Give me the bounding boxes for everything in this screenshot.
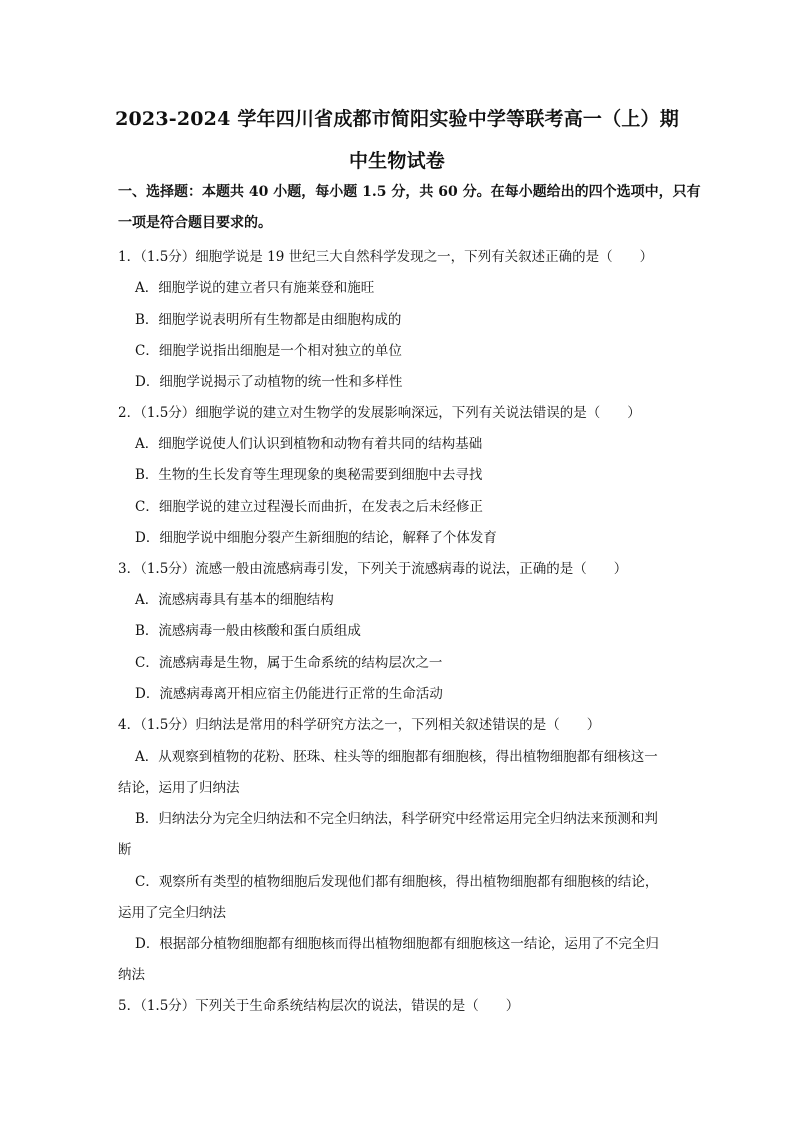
question-3-option-d: D．流感病毒离开相应宿主仍能进行正常的生命活动 [135, 686, 443, 702]
page-title-line1: 2023-2024 学年四川省成都市简阳实验中学等联考高一（上）期 [115, 108, 679, 130]
question-1-option-d: D．细胞学说揭示了动植物的统一性和多样性 [135, 374, 403, 390]
question-4-option-a-line1: A．从观察到植物的花粉、胚珠、柱头等的细胞都有细胞核，得出植物细胞都有细核这一 [135, 749, 658, 765]
question-3-option-b: B．流感病毒一般由核酸和蛋白质组成 [135, 623, 361, 639]
question-4-option-b-line1: B．归纳法分为完全归纳法和不完全归纳法，科学研究中经常运用完全归纳法来预测和判 [135, 811, 658, 827]
question-1-option-b: B．细胞学说表明所有生物都是由细胞构成的 [135, 312, 402, 328]
question-4-option-c-line1: C．观察所有类型的植物细胞后发现他们都有细胞核，得出植物细胞都有细胞核的结论， [135, 874, 659, 890]
question-5-stem: 5．（1.5分）下列关于生命系统结构层次的说法，错误的是（ ） [118, 998, 520, 1014]
question-4-stem: 4．（1.5分）归纳法是常用的科学研究方法之一，下列相关叙述错误的是（ ） [118, 717, 601, 733]
question-4-option-a-line2: 结论，运用了归纳法 [118, 780, 240, 796]
question-4-option-d-line1: D．根据部分植物细胞都有细胞核而得出植物细胞都有细胞核这一结论，运用了不完全归 [135, 936, 659, 952]
question-2-stem: 2．（1.5分）细胞学说的建立对生物学的发展影响深远，下列有关说法错误的是（ ） [118, 405, 641, 421]
question-2-option-c: C．细胞学说的建立过程漫长而曲折，在发表之后未经修正 [135, 499, 483, 515]
section-header-line1: 一、选择题：本题共 40 小题，每小题 1.5 分，共 60 分。在每小题给出的四个选项中，只有 [118, 184, 701, 200]
section-header-line2: 一项是符合题目要求的。 [118, 215, 272, 231]
question-2-option-d: D．细胞学说中细胞分裂产生新细胞的结论，解释了个体发育 [135, 530, 497, 546]
question-1-stem: 1．（1.5分）细胞学说是 19 世纪三大自然科学发现之一，下列有关叙述正确的是（ ） [118, 249, 654, 265]
question-4-option-d-line2: 纳法 [118, 967, 145, 983]
question-1-option-c: C．细胞学说指出细胞是一个相对独立的单位 [135, 343, 402, 359]
question-3-option-a: A．流感病毒具有基本的细胞结构 [135, 592, 334, 608]
question-2-option-b: B．生物的生长发育等生理现象的奥秘需要到细胞中去寻找 [135, 467, 483, 483]
question-3-option-c: C．流感病毒是生物，属于生命系统的结构层次之一 [135, 655, 443, 671]
question-4-option-b-line2: 断 [118, 842, 132, 858]
question-3-stem: 3．（1.5分）流感一般由流感病毒引发，下列关于流感病毒的说法，正确的是（ ） [118, 561, 628, 577]
question-1-option-a: A．细胞学说的建立者只有施莱登和施旺 [135, 280, 375, 296]
question-4-option-c-line2: 运用了完全归纳法 [118, 905, 226, 921]
question-2-option-a: A．细胞学说使人们认识到植物和动物有着共同的结构基础 [135, 436, 483, 452]
page-title-line2: 中生物试卷 [348, 150, 445, 172]
